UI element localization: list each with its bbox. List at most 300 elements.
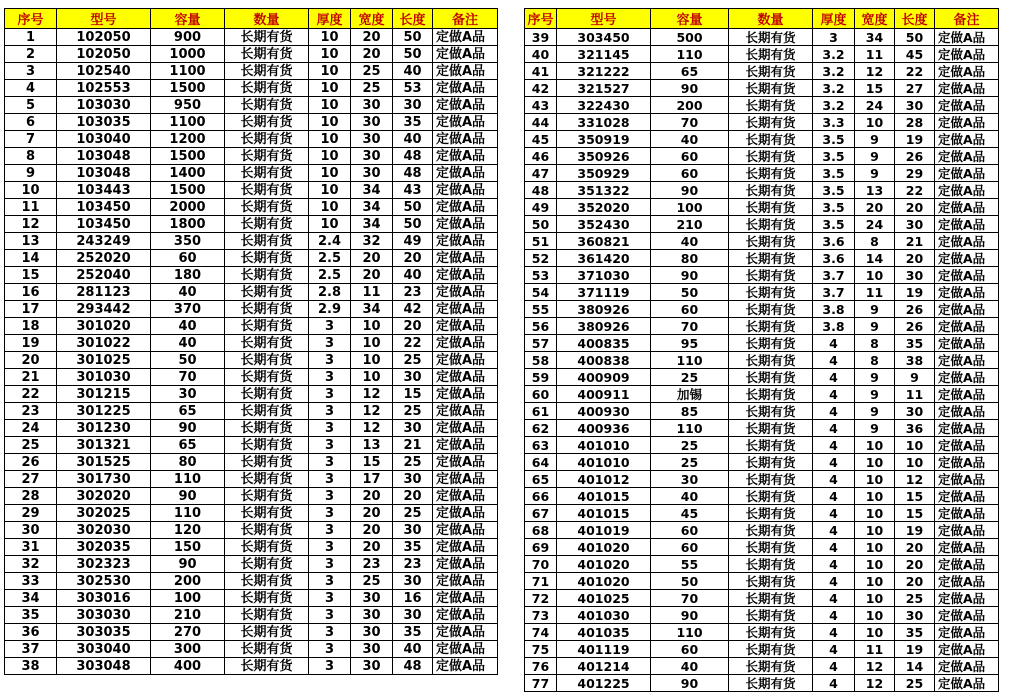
- cell-remark: 定做A品: [935, 233, 999, 250]
- cell-remark: 定做A品: [433, 658, 498, 675]
- cell-remark: 定做A品: [433, 590, 498, 607]
- cell-model: 281123: [57, 284, 151, 301]
- cell-model: 301321: [57, 437, 151, 454]
- cell-width: 10: [855, 505, 895, 522]
- cell-quantity: 长期有货: [729, 148, 813, 165]
- cell-length: 22: [895, 63, 935, 80]
- cell-length: 19: [895, 522, 935, 539]
- cell-remark: 定做A品: [935, 182, 999, 199]
- cell-length: 30: [895, 216, 935, 233]
- cell-index: 6: [5, 114, 57, 131]
- cell-quantity: 长期有货: [729, 318, 813, 335]
- cell-index: 14: [5, 250, 57, 267]
- cell-width: 20: [351, 488, 393, 505]
- cell-width: 9: [855, 131, 895, 148]
- cell-width: 20: [351, 46, 393, 63]
- cell-index: 61: [525, 403, 557, 420]
- cell-quantity: 长期有货: [225, 250, 309, 267]
- cell-model: 302035: [57, 539, 151, 556]
- cell-capacity: 100: [651, 199, 729, 216]
- table-row: [525, 488, 999, 505]
- cell-model: 293442: [57, 301, 151, 318]
- cell-model: 352020: [557, 199, 651, 216]
- cell-model: 303035: [57, 624, 151, 641]
- cell-thickness: 10: [309, 97, 351, 114]
- table-row: [525, 250, 999, 267]
- table-row: [5, 63, 498, 80]
- table-row: [5, 233, 498, 250]
- table-row: [5, 29, 498, 46]
- cell-capacity: 1000: [151, 46, 225, 63]
- table-row: [525, 199, 999, 216]
- cell-index: 77: [525, 675, 557, 692]
- cell-remark: 定做A品: [935, 437, 999, 454]
- cell-model: 401015: [557, 505, 651, 522]
- cell-quantity: 长期有货: [225, 488, 309, 505]
- cell-length: 25: [393, 505, 433, 522]
- cell-width: 20: [351, 505, 393, 522]
- cell-index: 16: [5, 284, 57, 301]
- cell-thickness: 3.6: [813, 250, 855, 267]
- table-row: [525, 590, 999, 607]
- header-thickness: 厚度: [813, 9, 855, 29]
- cell-width: 9: [855, 318, 895, 335]
- table-row: [5, 46, 498, 63]
- table-row: [5, 267, 498, 284]
- cell-remark: 定做A品: [935, 471, 999, 488]
- cell-quantity: 长期有货: [729, 505, 813, 522]
- table-row: [525, 403, 999, 420]
- cell-capacity: 60: [651, 522, 729, 539]
- cell-width: 11: [351, 284, 393, 301]
- cell-thickness: 3.5: [813, 182, 855, 199]
- cell-capacity: 85: [651, 403, 729, 420]
- cell-length: 40: [393, 131, 433, 148]
- cell-width: 10: [351, 318, 393, 335]
- cell-index: 67: [525, 505, 557, 522]
- cell-capacity: 50: [151, 352, 225, 369]
- cell-thickness: 2.5: [309, 250, 351, 267]
- cell-quantity: 长期有货: [225, 403, 309, 420]
- cell-index: 45: [525, 131, 557, 148]
- cell-thickness: 3.7: [813, 284, 855, 301]
- cell-quantity: 长期有货: [729, 80, 813, 97]
- cell-width: 30: [351, 114, 393, 131]
- cell-length: 38: [895, 352, 935, 369]
- cell-model: 400909: [557, 369, 651, 386]
- cell-model: 400936: [557, 420, 651, 437]
- cell-length: 50: [895, 29, 935, 46]
- cell-remark: 定做A品: [935, 607, 999, 624]
- cell-quantity: 长期有货: [225, 352, 309, 369]
- cell-thickness: 3.3: [813, 114, 855, 131]
- cell-width: 9: [855, 369, 895, 386]
- cell-quantity: 长期有货: [225, 522, 309, 539]
- cell-quantity: 长期有货: [729, 97, 813, 114]
- table-row: [5, 182, 498, 199]
- cell-index: 50: [525, 216, 557, 233]
- cell-width: 30: [351, 148, 393, 165]
- cell-capacity: 30: [651, 471, 729, 488]
- cell-thickness: 4: [813, 624, 855, 641]
- cell-index: 31: [5, 539, 57, 556]
- cell-index: 42: [525, 80, 557, 97]
- cell-index: 35: [5, 607, 57, 624]
- cell-capacity: 80: [151, 454, 225, 471]
- cell-thickness: 10: [309, 165, 351, 182]
- cell-quantity: 长期有货: [729, 403, 813, 420]
- cell-model: 301020: [57, 318, 151, 335]
- cell-remark: 定做A品: [433, 386, 498, 403]
- cell-quantity: 长期有货: [225, 63, 309, 80]
- cell-model: 103040: [57, 131, 151, 148]
- cell-capacity: 95: [651, 335, 729, 352]
- cell-remark: 定做A品: [935, 641, 999, 658]
- cell-model: 351322: [557, 182, 651, 199]
- cell-remark: 定做A品: [433, 607, 498, 624]
- cell-width: 20: [351, 522, 393, 539]
- cell-remark: 定做A品: [433, 301, 498, 318]
- cell-capacity: 60: [651, 148, 729, 165]
- table-row: [5, 97, 498, 114]
- cell-width: 10: [855, 607, 895, 624]
- cell-capacity: 180: [151, 267, 225, 284]
- cell-capacity: 25: [651, 454, 729, 471]
- cell-index: 55: [525, 301, 557, 318]
- table-row: [525, 556, 999, 573]
- table-row: [525, 624, 999, 641]
- cell-index: 52: [525, 250, 557, 267]
- cell-remark: 定做A品: [433, 556, 498, 573]
- cell-length: 50: [393, 46, 433, 63]
- cell-length: 11: [895, 386, 935, 403]
- header-length: 长度: [895, 9, 935, 29]
- table-row: [525, 318, 999, 335]
- table-row: [5, 573, 498, 590]
- cell-index: 56: [525, 318, 557, 335]
- table-row: [525, 335, 999, 352]
- cell-length: 20: [895, 556, 935, 573]
- cell-thickness: 4: [813, 539, 855, 556]
- cell-quantity: 长期有货: [729, 641, 813, 658]
- cell-model: 102553: [57, 80, 151, 97]
- cell-capacity: 1500: [151, 182, 225, 199]
- cell-width: 12: [351, 420, 393, 437]
- cell-capacity: 60: [651, 165, 729, 182]
- cell-quantity: 长期有货: [729, 386, 813, 403]
- cell-index: 66: [525, 488, 557, 505]
- cell-remark: 定做A品: [935, 658, 999, 675]
- cell-width: 10: [855, 114, 895, 131]
- cell-remark: 定做A品: [433, 505, 498, 522]
- cell-index: 46: [525, 148, 557, 165]
- cell-width: 34: [351, 216, 393, 233]
- cell-quantity: 长期有货: [225, 267, 309, 284]
- cell-quantity: 长期有货: [729, 437, 813, 454]
- table-row: [5, 658, 498, 675]
- cell-remark: 定做A品: [433, 131, 498, 148]
- cell-capacity: 1100: [151, 114, 225, 131]
- table-row: [5, 437, 498, 454]
- cell-remark: 定做A品: [433, 182, 498, 199]
- cell-capacity: 1800: [151, 216, 225, 233]
- table-row: [525, 80, 999, 97]
- cell-length: 35: [895, 335, 935, 352]
- cell-model: 401035: [557, 624, 651, 641]
- cell-model: 252020: [57, 250, 151, 267]
- cell-capacity: 60: [651, 641, 729, 658]
- cell-index: 38: [5, 658, 57, 675]
- table-row: [525, 284, 999, 301]
- cell-thickness: 4: [813, 607, 855, 624]
- cell-index: 64: [525, 454, 557, 471]
- cell-index: 54: [525, 284, 557, 301]
- cell-capacity: 90: [651, 182, 729, 199]
- cell-index: 11: [5, 199, 57, 216]
- cell-length: 21: [895, 233, 935, 250]
- cell-quantity: 长期有货: [225, 607, 309, 624]
- cell-length: 20: [895, 199, 935, 216]
- cell-quantity: 长期有货: [729, 454, 813, 471]
- cell-index: 33: [5, 573, 57, 590]
- cell-remark: 定做A品: [433, 284, 498, 301]
- cell-capacity: 110: [651, 624, 729, 641]
- cell-remark: 定做A品: [935, 131, 999, 148]
- cell-quantity: 长期有货: [729, 267, 813, 284]
- cell-quantity: 长期有货: [225, 539, 309, 556]
- cell-quantity: 长期有货: [225, 114, 309, 131]
- table-row: [525, 63, 999, 80]
- table-row: [525, 539, 999, 556]
- cell-remark: 定做A品: [433, 437, 498, 454]
- cell-remark: 定做A品: [935, 29, 999, 46]
- cell-model: 350929: [557, 165, 651, 182]
- cell-model: 401012: [557, 471, 651, 488]
- cell-remark: 定做A品: [935, 63, 999, 80]
- table-row: [5, 216, 498, 233]
- table-row: [5, 556, 498, 573]
- cell-index: 59: [525, 369, 557, 386]
- cell-width: 10: [855, 488, 895, 505]
- cell-capacity: 加锡: [651, 386, 729, 403]
- cell-width: 20: [351, 267, 393, 284]
- cell-width: 10: [855, 267, 895, 284]
- cell-index: 68: [525, 522, 557, 539]
- cell-thickness: 10: [309, 29, 351, 46]
- cell-model: 371119: [557, 284, 651, 301]
- cell-thickness: 4: [813, 641, 855, 658]
- cell-width: 20: [351, 29, 393, 46]
- table-row: [525, 46, 999, 63]
- cell-model: 303048: [57, 658, 151, 675]
- cell-remark: 定做A品: [935, 556, 999, 573]
- cell-index: 70: [525, 556, 557, 573]
- cell-quantity: 长期有货: [225, 641, 309, 658]
- cell-length: 25: [393, 352, 433, 369]
- table-row: [525, 97, 999, 114]
- cell-model: 103450: [57, 216, 151, 233]
- cell-capacity: 45: [651, 505, 729, 522]
- cell-remark: 定做A品: [935, 148, 999, 165]
- cell-length: 26: [895, 318, 935, 335]
- cell-thickness: 3: [309, 420, 351, 437]
- cell-index: 20: [5, 352, 57, 369]
- cell-length: 16: [393, 590, 433, 607]
- cell-thickness: 3: [309, 369, 351, 386]
- cell-index: 10: [5, 182, 57, 199]
- cell-capacity: 70: [651, 590, 729, 607]
- cell-width: 25: [351, 63, 393, 80]
- cell-quantity: 长期有货: [225, 148, 309, 165]
- cell-model: 401020: [557, 573, 651, 590]
- cell-thickness: 4: [813, 573, 855, 590]
- cell-model: 103048: [57, 148, 151, 165]
- cell-thickness: 3: [309, 403, 351, 420]
- cell-width: 11: [855, 284, 895, 301]
- cell-capacity: 150: [151, 539, 225, 556]
- cell-thickness: 3: [309, 488, 351, 505]
- cell-capacity: 65: [151, 403, 225, 420]
- table-row: [5, 114, 498, 131]
- cell-width: 13: [351, 437, 393, 454]
- cell-width: 34: [351, 182, 393, 199]
- cell-index: 30: [5, 522, 57, 539]
- cell-thickness: 3: [309, 318, 351, 335]
- cell-thickness: 3: [309, 505, 351, 522]
- cell-index: 26: [5, 454, 57, 471]
- cell-quantity: 长期有货: [729, 624, 813, 641]
- cell-capacity: 200: [651, 97, 729, 114]
- cell-capacity: 270: [151, 624, 225, 641]
- table-row: [525, 267, 999, 284]
- cell-model: 401020: [557, 556, 651, 573]
- product-table-left: [4, 8, 498, 675]
- cell-width: 24: [855, 216, 895, 233]
- cell-model: 103030: [57, 97, 151, 114]
- cell-capacity: 400: [151, 658, 225, 675]
- cell-remark: 定做A品: [935, 318, 999, 335]
- cell-thickness: 3: [309, 386, 351, 403]
- cell-capacity: 100: [151, 590, 225, 607]
- cell-width: 15: [855, 80, 895, 97]
- cell-model: 350926: [557, 148, 651, 165]
- cell-remark: 定做A品: [433, 369, 498, 386]
- cell-width: 30: [351, 607, 393, 624]
- cell-quantity: 长期有货: [729, 233, 813, 250]
- table-row: [525, 369, 999, 386]
- cell-remark: 定做A品: [935, 267, 999, 284]
- cell-thickness: 3: [309, 590, 351, 607]
- cell-model: 321222: [557, 63, 651, 80]
- cell-length: 29: [895, 165, 935, 182]
- cell-length: 48: [393, 148, 433, 165]
- cell-length: 30: [393, 97, 433, 114]
- cell-model: 301030: [57, 369, 151, 386]
- cell-quantity: 长期有货: [729, 658, 813, 675]
- cell-thickness: 3: [813, 29, 855, 46]
- cell-index: 57: [525, 335, 557, 352]
- cell-model: 301230: [57, 420, 151, 437]
- cell-quantity: 长期有货: [729, 250, 813, 267]
- cell-index: 53: [525, 267, 557, 284]
- cell-remark: 定做A品: [935, 250, 999, 267]
- cell-remark: 定做A品: [935, 165, 999, 182]
- cell-index: 27: [5, 471, 57, 488]
- cell-thickness: 4: [813, 352, 855, 369]
- cell-width: 10: [855, 522, 895, 539]
- cell-index: 4: [5, 80, 57, 97]
- cell-capacity: 110: [651, 420, 729, 437]
- cell-model: 301215: [57, 386, 151, 403]
- cell-width: 24: [855, 97, 895, 114]
- cell-length: 28: [895, 114, 935, 131]
- cell-model: 302025: [57, 505, 151, 522]
- cell-length: 19: [895, 284, 935, 301]
- header-thickness: 厚度: [309, 9, 351, 29]
- cell-length: 35: [393, 114, 433, 131]
- table-row: [525, 641, 999, 658]
- cell-remark: 定做A品: [935, 505, 999, 522]
- cell-width: 11: [855, 46, 895, 63]
- cell-index: 48: [525, 182, 557, 199]
- cell-quantity: 长期有货: [225, 505, 309, 522]
- table-row: [5, 301, 498, 318]
- cell-capacity: 40: [651, 658, 729, 675]
- cell-width: 23: [351, 556, 393, 573]
- cell-quantity: 长期有货: [225, 573, 309, 590]
- cell-capacity: 55: [651, 556, 729, 573]
- cell-quantity: 长期有货: [225, 386, 309, 403]
- cell-thickness: 4: [813, 522, 855, 539]
- cell-index: 41: [525, 63, 557, 80]
- cell-thickness: 4: [813, 420, 855, 437]
- cell-capacity: 25: [651, 437, 729, 454]
- cell-remark: 定做A品: [433, 29, 498, 46]
- cell-length: 48: [393, 658, 433, 675]
- cell-index: 12: [5, 216, 57, 233]
- cell-remark: 定做A品: [935, 386, 999, 403]
- cell-quantity: 长期有货: [729, 216, 813, 233]
- table-row: [525, 573, 999, 590]
- cell-quantity: 长期有货: [225, 658, 309, 675]
- cell-thickness: 3: [309, 556, 351, 573]
- cell-remark: 定做A品: [935, 539, 999, 556]
- cell-width: 9: [855, 301, 895, 318]
- cell-quantity: 长期有货: [225, 335, 309, 352]
- cell-capacity: 210: [651, 216, 729, 233]
- cell-remark: 定做A品: [935, 573, 999, 590]
- cell-model: 400838: [557, 352, 651, 369]
- header-quantity: 数量: [729, 9, 813, 29]
- cell-capacity: 80: [651, 250, 729, 267]
- cell-length: 25: [895, 590, 935, 607]
- table-row: [525, 114, 999, 131]
- cell-quantity: 长期有货: [225, 199, 309, 216]
- cell-length: 30: [393, 573, 433, 590]
- cell-model: 401030: [557, 607, 651, 624]
- cell-quantity: 长期有货: [729, 420, 813, 437]
- header-length: 长度: [393, 9, 433, 29]
- cell-thickness: 4: [813, 488, 855, 505]
- cell-width: 10: [855, 590, 895, 607]
- cell-thickness: 3: [309, 471, 351, 488]
- cell-width: 9: [855, 165, 895, 182]
- cell-capacity: 350: [151, 233, 225, 250]
- header-remark: 备注: [433, 9, 498, 29]
- cell-quantity: 长期有货: [729, 471, 813, 488]
- cell-model: 301525: [57, 454, 151, 471]
- cell-capacity: 900: [151, 29, 225, 46]
